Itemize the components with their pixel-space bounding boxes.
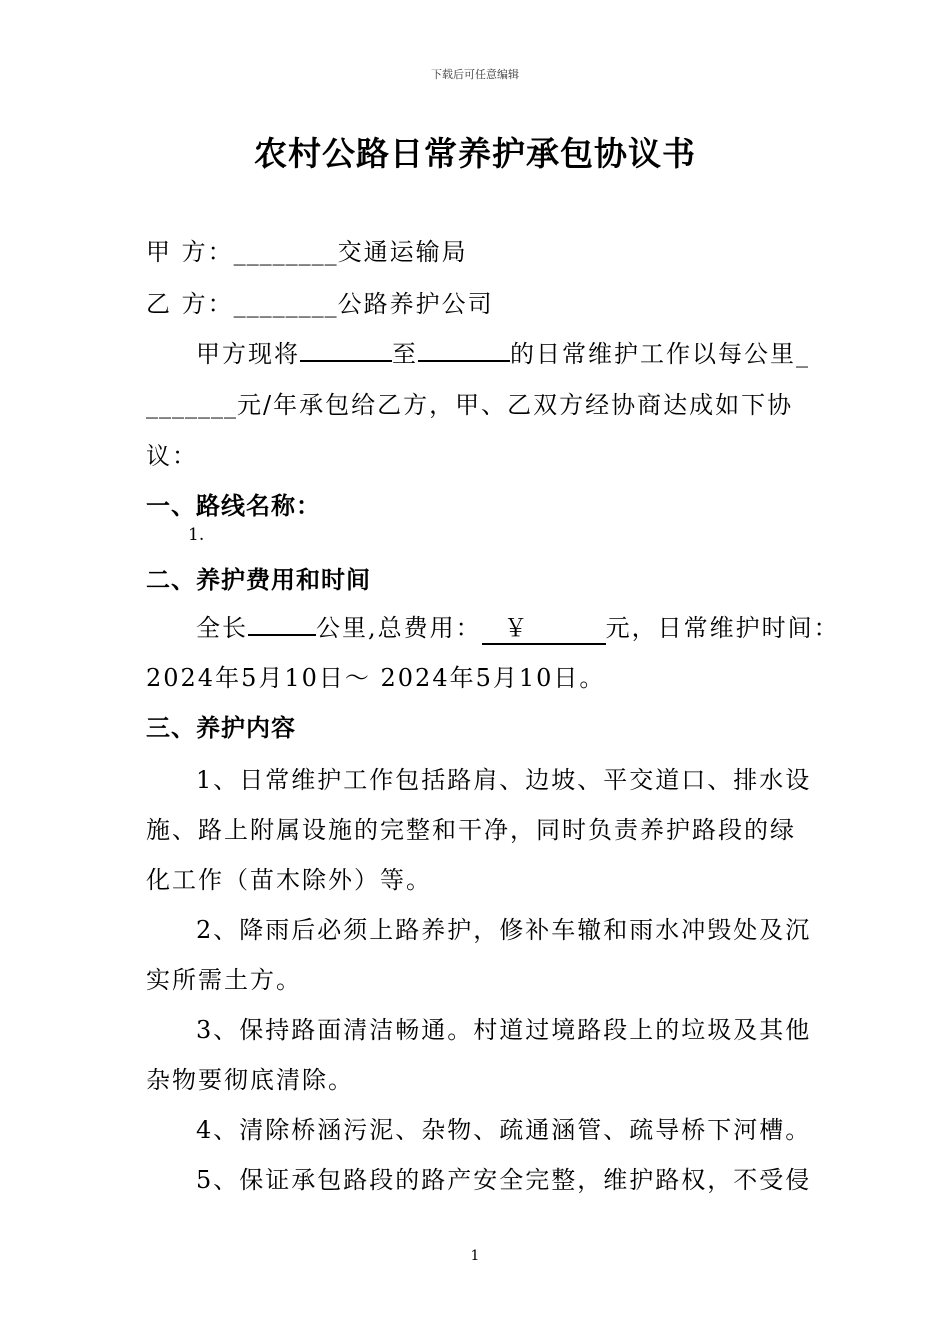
content-line: 3、保持路面清洁畅通。村道过境路段上的垃圾及其他 — [196, 1016, 812, 1044]
party-a-label: 甲 方： — [146, 238, 234, 266]
content-line: 施、路上附属设施的完整和干净，同时负责养护路段的绿 — [146, 816, 796, 844]
fee-text: 元，日常维护时间： — [605, 614, 840, 642]
content-line: 5、保证承包路段的路产安全完整，维护路权，不受侵 — [196, 1166, 812, 1194]
party-a-blank: ________ — [233, 238, 338, 266]
intro-line-1 — [196, 334, 810, 369]
length-blank — [248, 612, 316, 636]
content-line: 化工作（苗木除外）等。 — [146, 866, 432, 894]
fee-text: 公里,总费用： — [316, 614, 482, 642]
page-number: 1 — [470, 1248, 480, 1264]
party-b-blank: ________ — [233, 290, 338, 318]
section-1-heading: 一、路线名称： — [146, 492, 321, 520]
start-point-blank — [300, 338, 392, 362]
intro-line-3: 议： — [146, 442, 198, 470]
maintenance-period: 2024年5月10日～ 2024年5月10日。 — [146, 664, 606, 692]
party-a-line — [146, 232, 468, 267]
party-b-name: 公路养护公司 — [337, 290, 494, 318]
price-blank: _______ — [146, 391, 237, 419]
fee-text: 全长 — [196, 614, 248, 642]
section-3-heading: 三、养护内容 — [146, 714, 296, 742]
party-b-line — [146, 284, 494, 319]
yen-sign: ￥ — [503, 614, 530, 642]
intro-dash: _ — [796, 340, 810, 368]
content-line: 实所需土方。 — [146, 966, 302, 994]
fee-line-1 — [196, 608, 840, 645]
intro-line-2 — [146, 385, 793, 420]
page-header-note: 下载后可任意编辑 — [431, 68, 519, 81]
intro-text: 至 — [392, 340, 418, 368]
party-a-name: 交通运输局 — [337, 238, 468, 266]
intro-text: 的日常维护工作以每公里 — [510, 340, 796, 368]
content-line: 杂物要彻底清除。 — [146, 1066, 354, 1094]
content-line: 4、清除桥涵污泥、杂物、疏通涵管、疏导桥下河槽。 — [196, 1116, 812, 1144]
document-title: 农村公路日常养护承包协议书 — [254, 134, 696, 173]
intro-text: 甲方现将 — [196, 340, 300, 368]
section-1-item: 1. — [188, 525, 205, 545]
end-point-blank — [418, 338, 510, 362]
content-line: 1、日常维护工作包括路肩、边坡、平交道口、排水设 — [196, 766, 812, 794]
section-2-heading: 二、养护费用和时间 — [146, 566, 371, 594]
content-line: 2、降雨后必须上路养护，修补车辙和雨水冲毁处及沉 — [196, 916, 812, 944]
total-fee-blank — [482, 608, 606, 645]
intro-text: 元/年承包给乙方，甲、乙双方经协商达成如下协 — [237, 391, 794, 419]
party-b-label: 乙 方： — [146, 290, 234, 318]
